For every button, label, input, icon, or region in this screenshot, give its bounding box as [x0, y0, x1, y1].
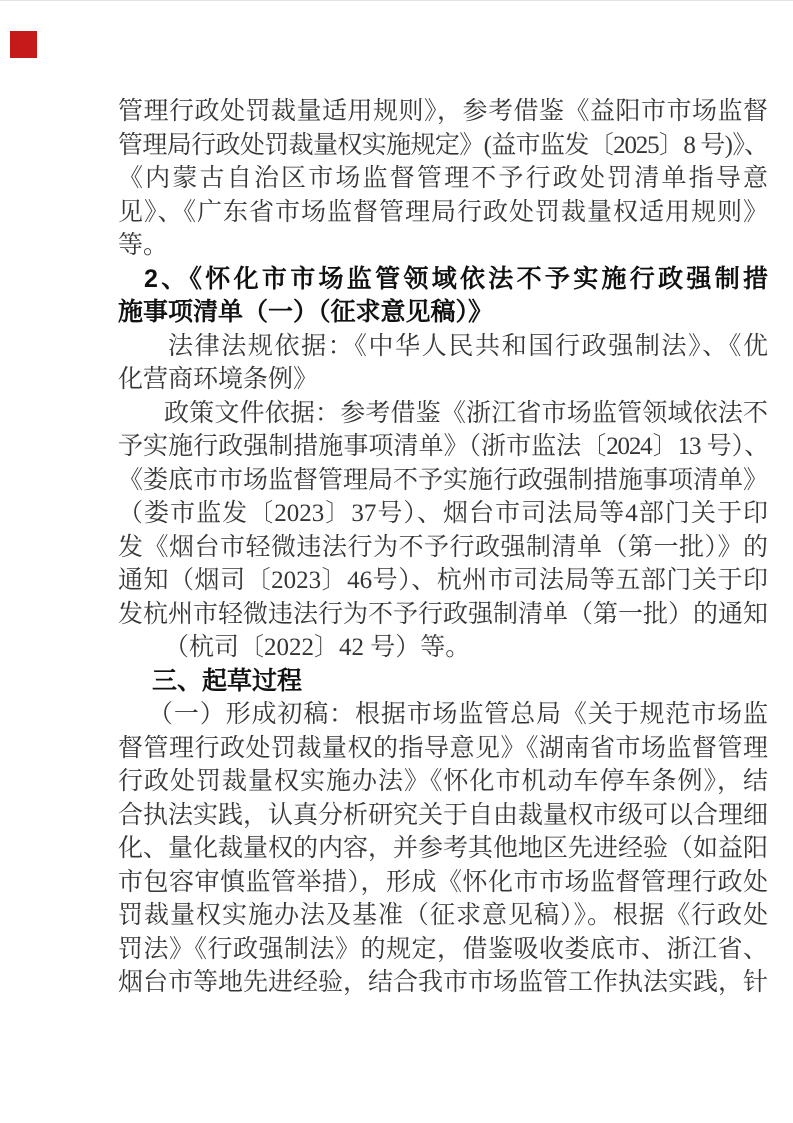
- doc-line: 政策文件依据：参考借鉴《浙江省市场监管领域依法不: [164, 399, 768, 427]
- doc-heading-line: 三、起草过程: [152, 666, 303, 695]
- doc-line: 督管理行政处罚裁量权的指导意见》《湖南省市场监督管理: [118, 734, 768, 762]
- doc-line: 化营商环境条例》: [118, 366, 319, 393]
- doc-line: 通知（烟司〔2023〕46号）、杭州市司法局等五部门关于印: [118, 567, 768, 594]
- doc-line: 管理行政处罚裁量适用规则》，参考借鉴《益阳市市场监督: [118, 98, 768, 125]
- doc-line: 予实施行政强制措施事项清单》（浙市监法〔2024〕13 号）、: [118, 433, 768, 460]
- doc-line: 市包容审慎监管举措），形成《怀化市市场监督管理行政处: [118, 868, 768, 896]
- doc-line: 管理局行政处罚裁量权实施规定》(益市监发〔2025〕8 号)》、: [118, 131, 768, 159]
- doc-line: （杭司〔2022〕42 号）等。: [164, 634, 471, 661]
- doc-line: （娄市监发〔2023〕37号）、烟台市司法局等4部门关于印: [118, 500, 768, 527]
- doc-line: 见》、《广东省市场监督管理局行政处罚裁量权适用规则》: [118, 198, 768, 226]
- doc-line: 等。: [118, 232, 169, 259]
- doc-line: 《娄底市市场监督管理局不予实施行政强制措施事项清单》: [118, 466, 769, 494]
- doc-line: 合执法实践，认真分析研究关于自由裁量权市级可以合理细: [118, 801, 769, 829]
- doc-line: 罚裁量权实施办法及基准（征求意见稿）》。根据《行政处: [118, 902, 768, 929]
- doc-heading-line: 施事项清单（一）（征求意见稿）》: [118, 298, 494, 326]
- doc-line: 法律法规依据：《中华人民共和国行政强制法》、《优: [168, 332, 768, 360]
- doc-line: 《内蒙古自治区市场监督管理不予行政处罚清单指导意: [118, 165, 768, 192]
- doc-line: 烟台市等地先进经验，结合我市市场监管工作执法实践，针: [118, 969, 769, 996]
- doc-line: （一）形成初稿：根据市场监管总局《关于规范市场监: [148, 701, 768, 728]
- doc-line: 行政处罚裁量权实施办法》《怀化市机动车停车条例》，结: [118, 768, 768, 795]
- doc-line: 化、量化裁量权的内容，并参考其他地区先进经验（如益阳: [118, 835, 769, 862]
- document-text-block: [118, 95, 768, 1000]
- doc-line: 罚法》《行政强制法》的规定，借鉴吸收娄底市、浙江省、: [118, 935, 768, 963]
- doc-line: 发杭州市轻微违法行为不予行政强制清单（第一批）的通知: [118, 600, 769, 628]
- doc-heading-line: 2、《怀化市市场监管领域依法不予实施行政强制措: [144, 264, 768, 293]
- red-stamp-marker: [10, 31, 37, 58]
- doc-line: 发《烟台市轻微违法行为不予行政强制清单（第一批）》的: [118, 533, 768, 561]
